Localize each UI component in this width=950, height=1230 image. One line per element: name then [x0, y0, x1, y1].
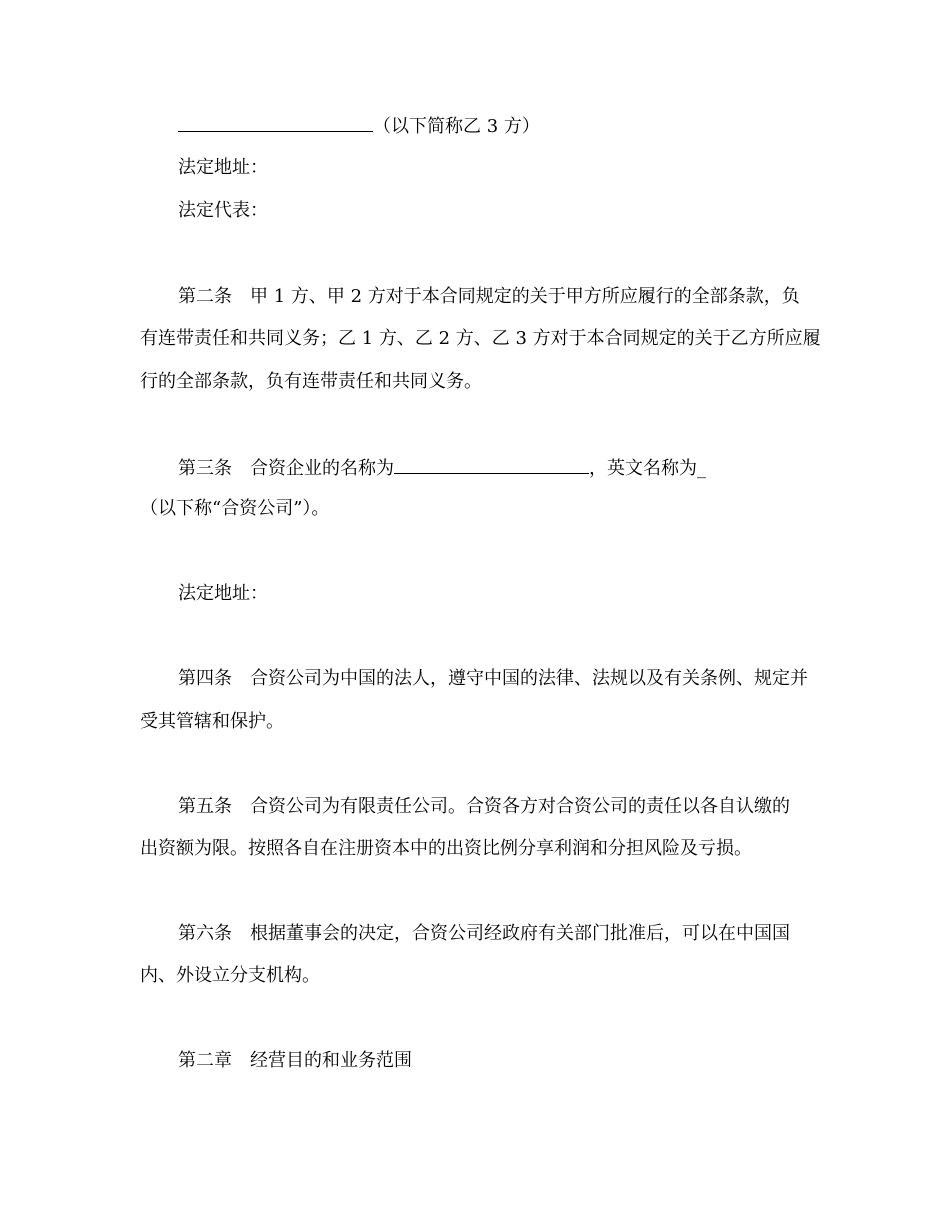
article3-heading: 第三条 [178, 458, 232, 479]
article5-line2: 出资额为限。按照各自在注册资本中的出资比例分享利润和分担风险及亏损。 [140, 838, 752, 859]
article6-line1 [178, 922, 812, 946]
party-b3-suffix: （以下简称乙 3 方） [373, 116, 540, 137]
article2-text-line1: 甲 1 方、甲 2 方对于本合同规定的关于甲方所应履行的全部条款，负 [250, 286, 800, 307]
article4-text-line1: 合资公司为中国的法人，遵守中国的法律、法规以及有关条例、规定并 [250, 668, 808, 689]
article4-heading: 第四条 [178, 668, 232, 689]
article2-line2: 有连带责任和共同义务；乙 1 方、乙 2 方、乙 3 方对于本合同规定的关于乙方所应履 [140, 328, 821, 349]
article3-line1 [178, 455, 812, 481]
chapter2-heading-line [178, 1049, 812, 1073]
article3-text-a: 合资企业的名称为 [250, 458, 394, 479]
article3-address-label: 法定地址： [178, 583, 268, 604]
article6-heading: 第六条 [178, 923, 232, 944]
article3-line2: （以下称“合资公司”）。 [140, 498, 330, 519]
article2-line1 [178, 285, 812, 309]
party-b3-address-label: 法定地址： [178, 157, 268, 178]
article4-line1 [178, 667, 812, 691]
party-b3-name-blank [178, 113, 373, 132]
article5-text-line1: 合资公司为有限责任公司。合资各方对合资公司的责任以各自认缴的 [250, 796, 790, 817]
article5-heading: 第五条 [178, 796, 232, 817]
article3-text-b: ，英文名称为_ [589, 458, 706, 479]
chapter2-heading: 第二章 [178, 1050, 232, 1071]
article2-line3: 行的全部条款，负有连带责任和共同义务。 [140, 371, 482, 392]
article3-name-blank [394, 455, 589, 474]
party-b3-line [178, 113, 812, 139]
article6-text-line1: 根据董事会的决定，合资公司经政府有关部门批准后，可以在中国国 [250, 923, 790, 944]
chapter2-title: 经营目的和业务范围 [250, 1050, 412, 1071]
article2-heading: 第二条 [178, 286, 232, 307]
article6-line2: 内、外设立分支机构。 [140, 965, 320, 986]
article5-line1 [178, 795, 812, 819]
party-b3-rep-label: 法定代表： [178, 200, 268, 221]
article4-line2: 受其管辖和保护。 [140, 711, 284, 732]
